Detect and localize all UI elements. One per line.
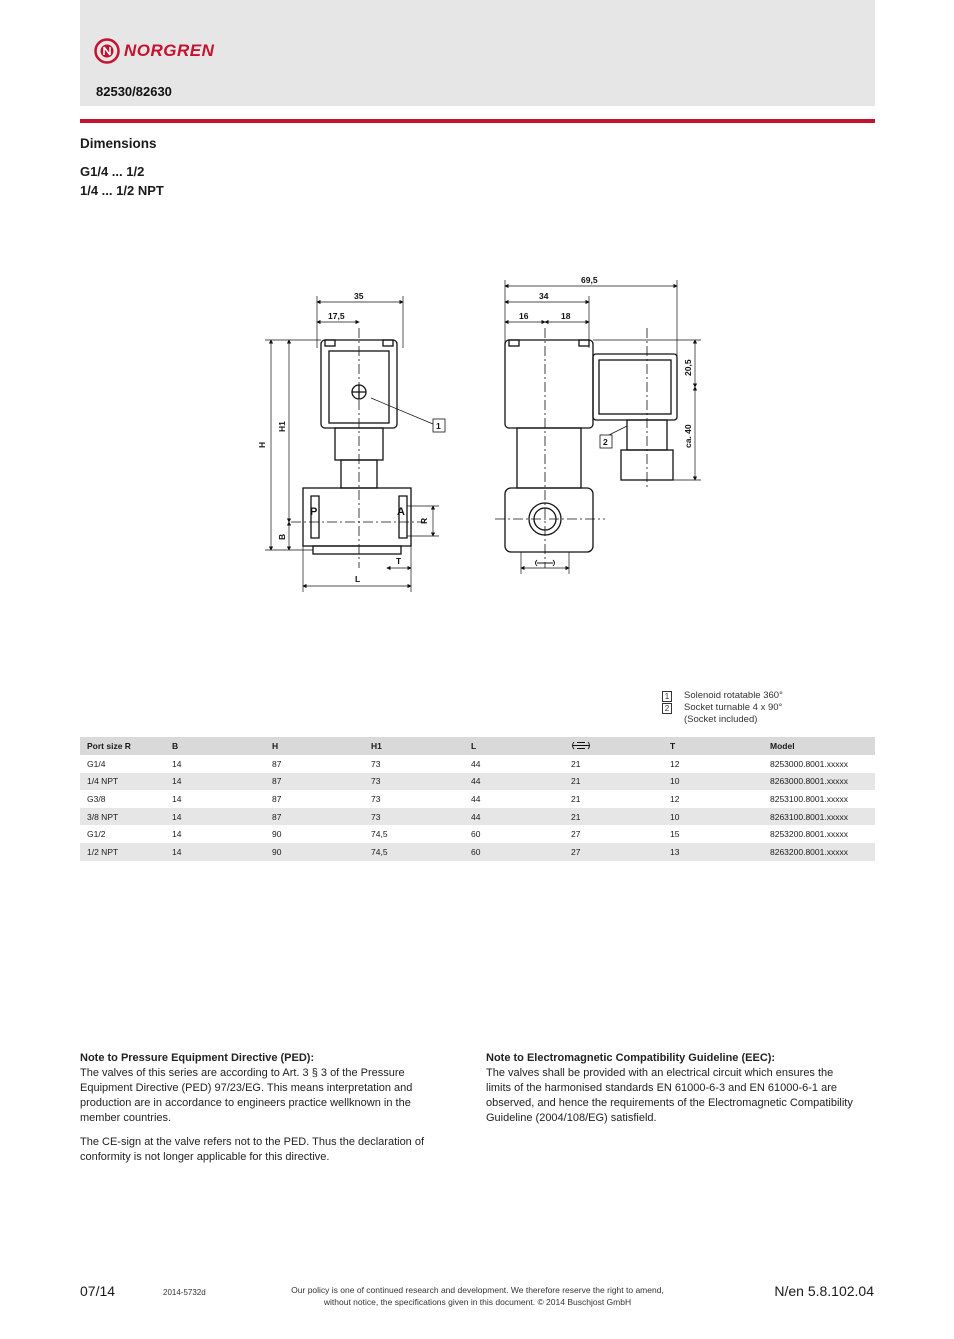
table-row — [80, 790, 875, 808]
table-cell: 14 — [165, 773, 265, 791]
table-cell: G3/8 — [87, 793, 106, 804]
table-cell: 90 — [265, 843, 364, 861]
table-cell: 87 — [272, 758, 282, 769]
table-cell: 73 — [371, 758, 381, 769]
table-cell: 14 — [165, 843, 265, 861]
legend-text: Socket turnable 4 x 90° — [684, 702, 783, 713]
col-h: H — [265, 737, 364, 755]
table-row — [80, 773, 875, 791]
table-row — [80, 755, 875, 773]
col-t: T — [663, 737, 763, 755]
side-centerlines — [495, 328, 647, 568]
drawing-legend — [662, 690, 783, 726]
dim-b: B — [277, 533, 287, 540]
port-a-label: A — [397, 506, 405, 518]
table-cell: 60 — [471, 829, 481, 840]
col-wrench-size — [564, 737, 663, 755]
ped-note-paragraph-1: The valves of this series are according to Art. 3 § 3 of the Pressure Equipment Directive (PED) 97/23/EG. This means interpretation and production are in accordance to engineers practice wellknown in the member countries. — [80, 1067, 413, 1124]
table-row — [80, 843, 875, 861]
side-view — [505, 340, 677, 552]
footer-doc-number: 2014-5732d — [163, 1288, 206, 1297]
norgren-emblem-icon — [94, 38, 120, 64]
table-cell: 21 — [564, 808, 663, 826]
table-cell: 3/8 NPT — [80, 808, 165, 826]
table-cell: 27 — [571, 829, 581, 840]
table-cell: 12 — [670, 758, 680, 769]
table-cell: 14 — [172, 793, 182, 804]
page-header — [80, 0, 875, 106]
col-model: Model — [763, 737, 875, 755]
table-cell: 73 — [364, 808, 464, 826]
table-cell: 8263100.8001.xxxxx — [763, 808, 875, 826]
svg-text:1: 1 — [436, 421, 441, 431]
table-cell: 60 — [464, 843, 564, 861]
dim-18: 18 — [561, 311, 571, 321]
col-l: L — [464, 737, 564, 755]
table-cell: 87 — [272, 793, 282, 804]
ped-note — [80, 1051, 450, 1174]
section-title: Dimensions — [80, 136, 157, 151]
table-cell: 8263000.8001.xxxxx — [763, 773, 875, 791]
table-body — [80, 755, 875, 861]
legend-number: 2 — [662, 703, 672, 714]
dim-35: 35 — [354, 291, 364, 301]
svg-text:2: 2 — [603, 437, 608, 447]
col-b: B — [165, 737, 265, 755]
table-cell: 27 — [564, 843, 663, 861]
table-cell: 73 — [364, 773, 464, 791]
footer-date: 07/14 — [80, 1283, 116, 1299]
col-port-size: Port size R — [80, 737, 165, 755]
dimension-drawing — [255, 268, 705, 598]
legend-number: 1 — [662, 691, 672, 702]
table-cell: 14 — [172, 829, 182, 840]
dim-17-5: 17,5 — [328, 311, 345, 321]
table-row — [80, 808, 875, 826]
dim-r: R — [419, 517, 429, 524]
table-cell: 21 — [571, 758, 581, 769]
ped-note-paragraph-2: The CE-sign at the valve refers not to the PED. Thus the declaration of conformity is not longer applicable for this directive. — [80, 1136, 425, 1163]
wrench-icon — [571, 741, 591, 750]
eec-note-title: Note to Electromagnetic Compatibility Guideline (EEC): — [486, 1052, 776, 1064]
table-cell: 44 — [464, 808, 564, 826]
table-cell: G1/4 — [87, 758, 106, 769]
table-cell: 13 — [663, 843, 763, 861]
footer-policy — [240, 1284, 715, 1308]
dim-20-5: 20,5 — [683, 359, 693, 376]
table-cell: 15 — [670, 829, 680, 840]
port-size-metric: G1/4 ... 1/2 — [80, 164, 145, 179]
table-cell: 74,5 — [371, 829, 388, 840]
brand-name: NORGREN — [124, 41, 215, 60]
port-size-npt: 1/4 ... 1/2 NPT — [80, 183, 164, 198]
dimensions-table — [80, 737, 875, 861]
dim-l: L — [355, 574, 361, 584]
footer-page-ref: N/en 5.8.102.04 — [774, 1283, 874, 1299]
side-dimension-lines — [505, 280, 701, 574]
table-header-row — [80, 737, 875, 755]
table-cell: 74,5 — [364, 843, 464, 861]
table-cell: 8253000.8001.xxxxx — [770, 758, 848, 769]
dim-h1: H1 — [277, 421, 287, 432]
table-cell: 44 — [471, 758, 481, 769]
table-cell: 14 — [172, 758, 182, 769]
table-row — [80, 825, 875, 843]
callout-1 — [433, 419, 445, 432]
header-divider — [80, 119, 875, 123]
table-cell: 73 — [371, 793, 381, 804]
ped-note-title: Note to Pressure Equipment Directive (PED): — [80, 1052, 315, 1064]
callout-2 — [600, 435, 612, 448]
legend-text: Solenoid rotatable 360° — [684, 690, 783, 701]
table-cell: 21 — [564, 773, 663, 791]
footer-policy-line-2: without notice, the specifications given in this document. © 2014 Buschjost GmbH — [323, 1297, 632, 1307]
dim-t: T — [396, 556, 402, 566]
footer-policy-line-1: Our policy is one of continued research and development. We therefore reserve the right to amend, — [291, 1285, 664, 1295]
table-cell: 44 — [464, 773, 564, 791]
dim-16: 16 — [519, 311, 529, 321]
table-cell: 14 — [165, 808, 265, 826]
table-cell: 87 — [265, 773, 364, 791]
eec-note-paragraph: The valves shall be provided with an electrical circuit which ensures the limits of the harmonised standards EN 61000-6-3 and EN 61000-6-1 are observed, and hence the requirements of the Electromagnetic Compatibility Guideline (2004/108/EG) satisfield. — [486, 1067, 853, 1124]
table-cell: 8253200.8001.xxxxx — [770, 829, 848, 840]
product-code: 82530/82630 — [96, 84, 172, 99]
table-cell: 44 — [471, 793, 481, 804]
dim-ca-40: ca. 40 — [683, 424, 693, 448]
table-cell: G1/2 — [87, 829, 106, 840]
table-cell: 1/2 NPT — [80, 843, 165, 861]
table-cell: 21 — [571, 793, 581, 804]
table-cell: 8263200.8001.xxxxx — [763, 843, 875, 861]
table-cell: 12 — [670, 793, 680, 804]
table-cell: 87 — [265, 808, 364, 826]
table-cell: 10 — [663, 773, 763, 791]
legend-extra: (Socket included) — [684, 714, 758, 725]
table-cell: 10 — [663, 808, 763, 826]
table-cell: 1/4 NPT — [80, 773, 165, 791]
port-p-label: P — [310, 506, 318, 518]
dim-h: H — [257, 441, 267, 448]
col-h1: H1 — [364, 737, 464, 755]
table-cell: 8253100.8001.xxxxx — [770, 793, 848, 804]
dim-34: 34 — [539, 291, 549, 301]
dim-69-5: 69,5 — [581, 275, 598, 285]
norgren-logo — [94, 38, 214, 64]
table-cell: 90 — [272, 829, 282, 840]
legend-item — [662, 702, 783, 714]
eec-note — [486, 1051, 856, 1135]
legend-item — [662, 690, 783, 702]
